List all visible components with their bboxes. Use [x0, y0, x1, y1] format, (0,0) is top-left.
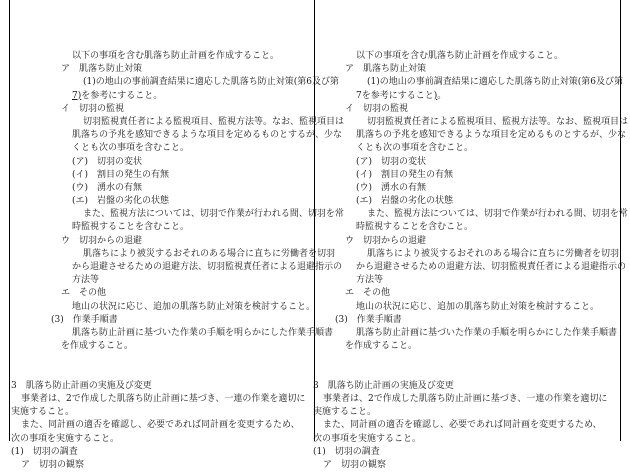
text-line: 方法等: [356, 275, 384, 286]
text-line: (1) 切羽の調査: [313, 446, 380, 457]
text-line: (1)の地山の事前調査結果に適応した肌落ち防止対策(第6及び第: [83, 77, 339, 88]
text-line: 実施すること。: [313, 407, 377, 418]
text-line: 次の事項を実施すること。: [313, 433, 422, 444]
text-line: 時監視することを含むこと。: [72, 222, 190, 233]
text-line: 地山の状況に応じ、追加の肌落ち防止対策を検討すること。: [72, 301, 316, 312]
text-line: 7を参考にすること)。: [356, 90, 447, 101]
text-line: 事業者は、2で作成した肌落ち防止計画に基づき、一連の作業を適切に: [21, 394, 306, 404]
text-line: を作成すること。: [345, 341, 418, 352]
text-line: (イ) 割目の発生の有無: [356, 169, 454, 180]
text-line: 肌落ちの予兆を感知できるような項目を定めるものとするが、少な: [356, 130, 627, 141]
text-line: また、監視方法については、切羽で作業が行われる間、切羽を常: [367, 209, 628, 220]
text-line: 7)を参考にすること。: [72, 90, 163, 101]
text-line: くとも次の事項を含むこと。: [72, 143, 190, 154]
text-line: エ その他: [61, 288, 107, 299]
text-line: 肌落ちにより被災するおそれのある場合に直ちに労働者を切羽: [367, 248, 620, 259]
text-line: 次の事項を実施すること。: [11, 433, 120, 444]
right-column: [313, 50, 629, 472]
text-line: 肌落ちの予兆を感知できるような項目を定めるものとするが、少な: [72, 130, 343, 141]
text-line: 実施すること。: [11, 407, 75, 418]
text-line: 方法等: [72, 275, 100, 286]
text-line: ア 肌落ち防止対策: [61, 64, 143, 75]
text-line: 事業者は、2で作成した肌落ち防止計画に基づき、一連の作業を適切に: [323, 394, 608, 404]
text-line: 切羽監視責任者による監視項目、監視方法等。なお、監視項目は: [83, 116, 345, 127]
column-divider: [314, 0, 315, 441]
text-line: また、同計画の適否を確認し、必要であれば同計画を変更するため、: [323, 420, 602, 431]
text-line: (1)の地山の事前調査結果に適応した肌落ち防止対策(第6及び第: [367, 77, 623, 88]
text-line: 肌落ちにより被災するおそれのある場合に直ちに労働者を切羽: [83, 248, 336, 259]
text-line: イ 切羽の監視: [61, 103, 125, 114]
text-line: (ア) 切羽の変状: [72, 156, 143, 167]
text-line: イ 切羽の監視: [345, 103, 409, 114]
text-line: 以下の事項を含む肌落ち防止計画を作成すること。: [72, 51, 280, 61]
text-line: また、監視方法については、切羽で作業が行われる間、切羽を常: [83, 209, 344, 220]
text-line: から退避させるための退避方法、切羽監視責任者による退避指示の: [356, 262, 627, 272]
text-line: くとも次の事項を含むこと。: [356, 143, 474, 154]
text-line: (ア) 切羽の変状: [356, 156, 427, 167]
text-line: (エ) 岩盤の劣化の状態: [72, 196, 170, 207]
text-line: 3 肌落ち防止計画の実施及び変更: [11, 380, 152, 391]
text-line: エ その他: [345, 288, 391, 299]
text-line: 肌落ち防止計画に基づいた作業の手順を明らかにした作業手順書: [72, 327, 334, 338]
text-line: (1) 切羽の調査: [11, 446, 78, 457]
paragraph-gap: [51, 353, 309, 380]
text-line: 肌落ち防止計画に基づいた作業の手順を明らかにした作業手順書: [356, 327, 618, 338]
text-line: 以下の事項を含む肌落ち防止計画を作成すること。: [356, 51, 564, 61]
text-line: 地山の状況に応じ、追加の肌落ち防止対策を検討すること。: [356, 301, 600, 312]
text-line: (イ) 割目の発生の有無: [72, 169, 170, 180]
text-line: ウ 切羽からの退避: [61, 235, 143, 246]
text-line: (3) 作業手順書: [335, 314, 402, 325]
text-line: (ウ) 湧水の有無: [356, 182, 427, 193]
text-line: また、同計画の適否を確認し、必要であれば同計画を変更するため、: [21, 420, 300, 431]
text-line: ア 肌落ち防止対策: [345, 64, 427, 75]
text-line: (3) 作業手順書: [51, 314, 118, 325]
text-line: から退避させるための退避方法、切羽監視責任者による退避指示の: [72, 262, 343, 272]
text-line: 3 肌落ち防止計画の実施及び変更: [313, 380, 454, 391]
text-line: ア 切羽の観察: [323, 459, 387, 470]
text-line: (ウ) 湧水の有無: [72, 182, 143, 193]
text-line: (エ) 岩盤の劣化の状態: [356, 196, 454, 207]
text-line: 時監視することを含むこと。: [356, 222, 474, 233]
text-line: ア 切羽の観察: [21, 459, 85, 470]
text-line: ウ 切羽からの退避: [345, 235, 427, 246]
left-column: [11, 50, 345, 472]
paragraph-gap: [335, 353, 615, 380]
text-line: を作成すること。: [61, 341, 134, 352]
text-line: 切羽監視責任者による監視項目、監視方法等。なお、監視項目は: [367, 116, 629, 127]
